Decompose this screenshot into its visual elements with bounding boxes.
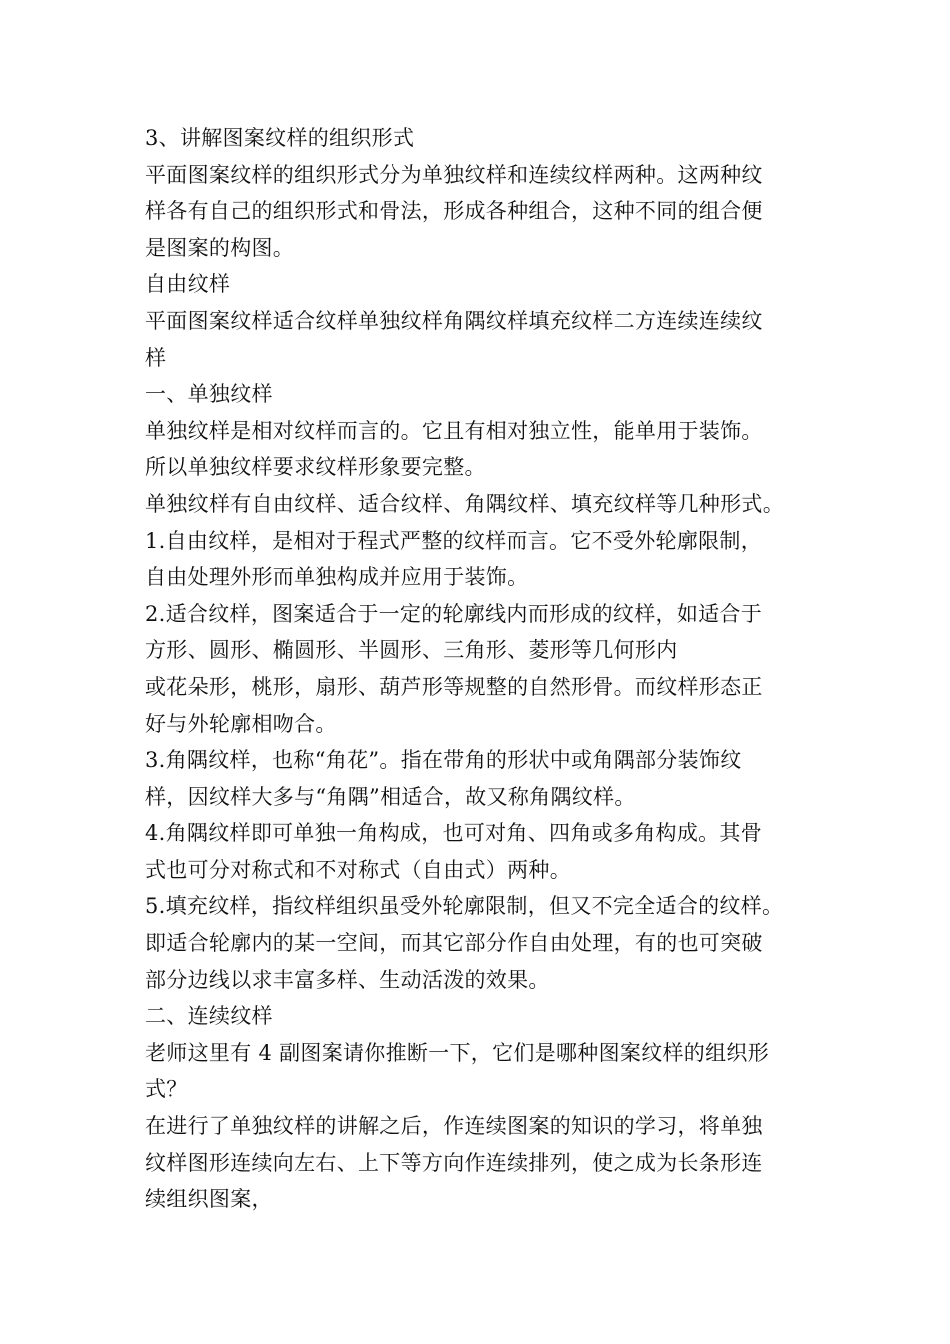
text-line: 或花朵形，桃形，扇形、葫芦形等规整的自然形骨。而纹样形态正	[145, 674, 763, 699]
text-line: 单独纹样有自由纹样、适合纹样、角隅纹样、填充纹样等几种形式。	[145, 491, 784, 516]
text-line: 样，因纹样大多与“角隅”相适合，故又称角隅纹样。	[145, 784, 636, 809]
text-line: 5.填充纹样，指纹样组织虽受外轮廓限制，但又不完全适合的纹样。	[145, 894, 784, 919]
text-line: 纹样图形连续向左右、上下等方向作连续排列，使之成为长条形连	[145, 1150, 763, 1175]
text-line: 式？	[145, 1077, 188, 1102]
text-line: 老师这里有 4 副图案请你推断一下，它们是哪种图案纹样的组织形	[145, 1040, 770, 1065]
text-line: 自由处理外形而单独构成并应用于装饰。	[145, 565, 529, 590]
text-line: 平面图案纹样适合纹样单独纹样角隅纹样填充纹样二方连续连续纹	[145, 308, 763, 333]
text-line: 样各有自己的组织形式和骨法，形成各种组合，这种不同的组合便	[145, 199, 763, 224]
text-line: 平面图案纹样的组织形式分为单独纹样和连续纹样两种。这两种纹	[145, 162, 763, 187]
text-line: 部分边线以求丰富多样、生动活泼的效果。	[145, 967, 550, 992]
section-heading: 一、单独纹样	[145, 382, 273, 407]
text-line: 式也可分对称式和不对称式（自由式）两种。	[145, 857, 571, 882]
text-line: 4.角隅纹样即可单独一角构成，也可对角、四角或多角构成。其骨	[145, 821, 763, 846]
text-line: 方形、圆形、椭圆形、半圆形、三角形、菱形等几何形内	[145, 638, 678, 663]
text-line: 即适合轮廓内的某一空间，而其它部分作自由处理，有的也可突破	[145, 931, 763, 956]
document-body	[145, 120, 825, 1218]
text-line: 所以单独纹样要求纹样形象要完整。	[145, 455, 486, 480]
section-heading: 二、连续纹样	[145, 1004, 273, 1029]
text-line: 续组织图案，	[145, 1187, 273, 1212]
text-line: 好与外轮廓相吻合。	[145, 711, 337, 736]
text-line: 是图案的构图。	[145, 235, 295, 260]
text-line: 1.自由纹样，是相对于程式严整的纹样而言。它不受外轮廓限制，	[145, 528, 763, 553]
text-line: 单独纹样是相对纹样而言的。它且有相对独立性，能单用于装饰。	[145, 418, 763, 443]
text-line: 3.角隅纹样，也称“角花”。指在带角的形状中或角隅部分装饰纹	[145, 748, 742, 773]
section-heading: 3、讲解图案纹样的组织形式	[145, 126, 415, 150]
text-line: 样	[145, 345, 167, 370]
text-line: 2.适合纹样，图案适合于一定的轮廓线内而形成的纹样，如适合于	[145, 601, 763, 626]
text-line: 在进行了单独纹样的讲解之后，作连续图案的知识的学习，将单独	[145, 1114, 763, 1139]
text-line: 自由纹样	[145, 272, 231, 297]
